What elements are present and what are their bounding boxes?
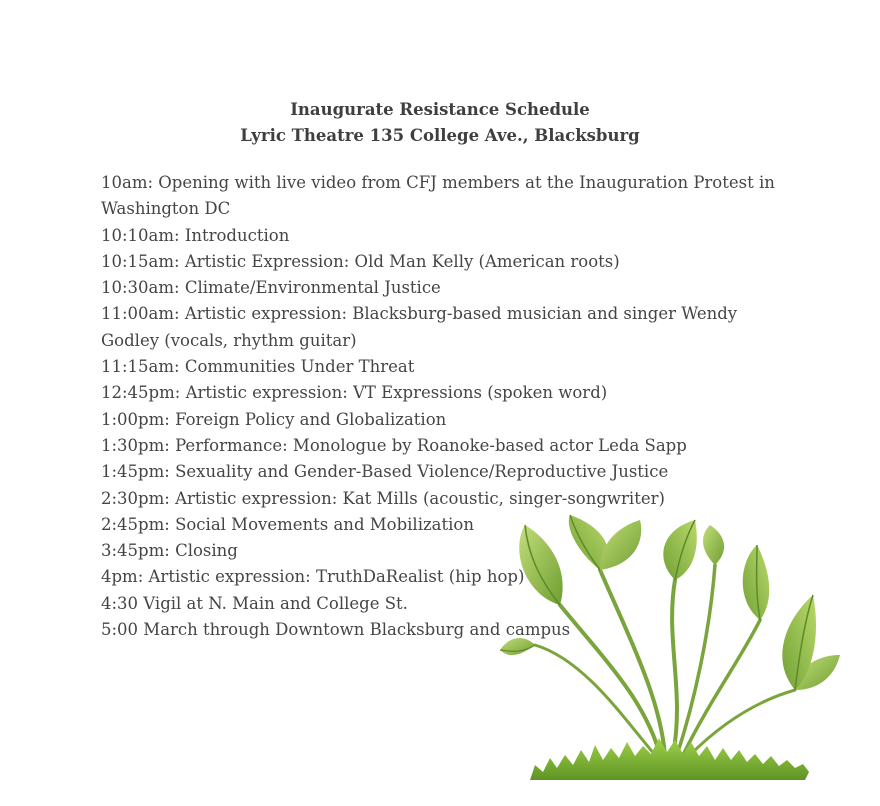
schedule-line: 11:00am: Artistic expression: Blacksburg-based musician and singer Wendy (101, 304, 738, 324)
schedule-list (101, 170, 781, 643)
schedule-line: Godley (vocals, rhythm guitar) (101, 330, 357, 350)
schedule-line: 10am: Opening with live video from CFJ members at the Inauguration Protest in (101, 173, 775, 192)
schedule-line: 11:15am: Communities Under Threat (101, 357, 415, 377)
schedule-line: 2:30pm: Artistic expression: Kat Mills (acoustic, singer-songwriter) (101, 488, 665, 508)
schedule-line: 2:45pm: Social Movements and Mobilization (101, 514, 474, 534)
grass-tuft (530, 738, 809, 780)
schedule-line: 4pm: Artistic expression: TruthDaRealist (hip hop) (101, 567, 525, 587)
schedule-line: 12:45pm: Artistic expression: VT Expressions (spoken word) (101, 383, 608, 403)
schedule-line: 10:10am: Introduction (101, 225, 290, 245)
schedule-line: 5:00 March through Downtown Blacksburg and campus (101, 620, 571, 640)
schedule-line: 10:30am: Climate/Environmental Justice (101, 278, 441, 298)
venue-address: Lyric Theatre 135 College Ave., Blacksburg (240, 126, 640, 145)
document-title: Inaugurate Resistance Schedule (290, 100, 590, 119)
schedule-line: 1:45pm: Sexuality and Gender-Based Violence/Reproductive Justice (101, 462, 669, 482)
schedule-line: 10:15am: Artistic Expression: Old Man Kelly (American roots) (101, 251, 620, 271)
schedule-line: 1:00pm: Foreign Policy and Globalization (101, 409, 447, 429)
schedule-line: 1:30pm: Performance: Monologue by Roanoke-based actor Leda Sapp (101, 435, 687, 455)
schedule-line: 3:45pm: Closing (101, 541, 238, 561)
schedule-line: 4:30 Vigil at N. Main and College St. (101, 593, 408, 613)
header (0, 97, 880, 149)
schedule-line: Washington DC (101, 199, 231, 219)
